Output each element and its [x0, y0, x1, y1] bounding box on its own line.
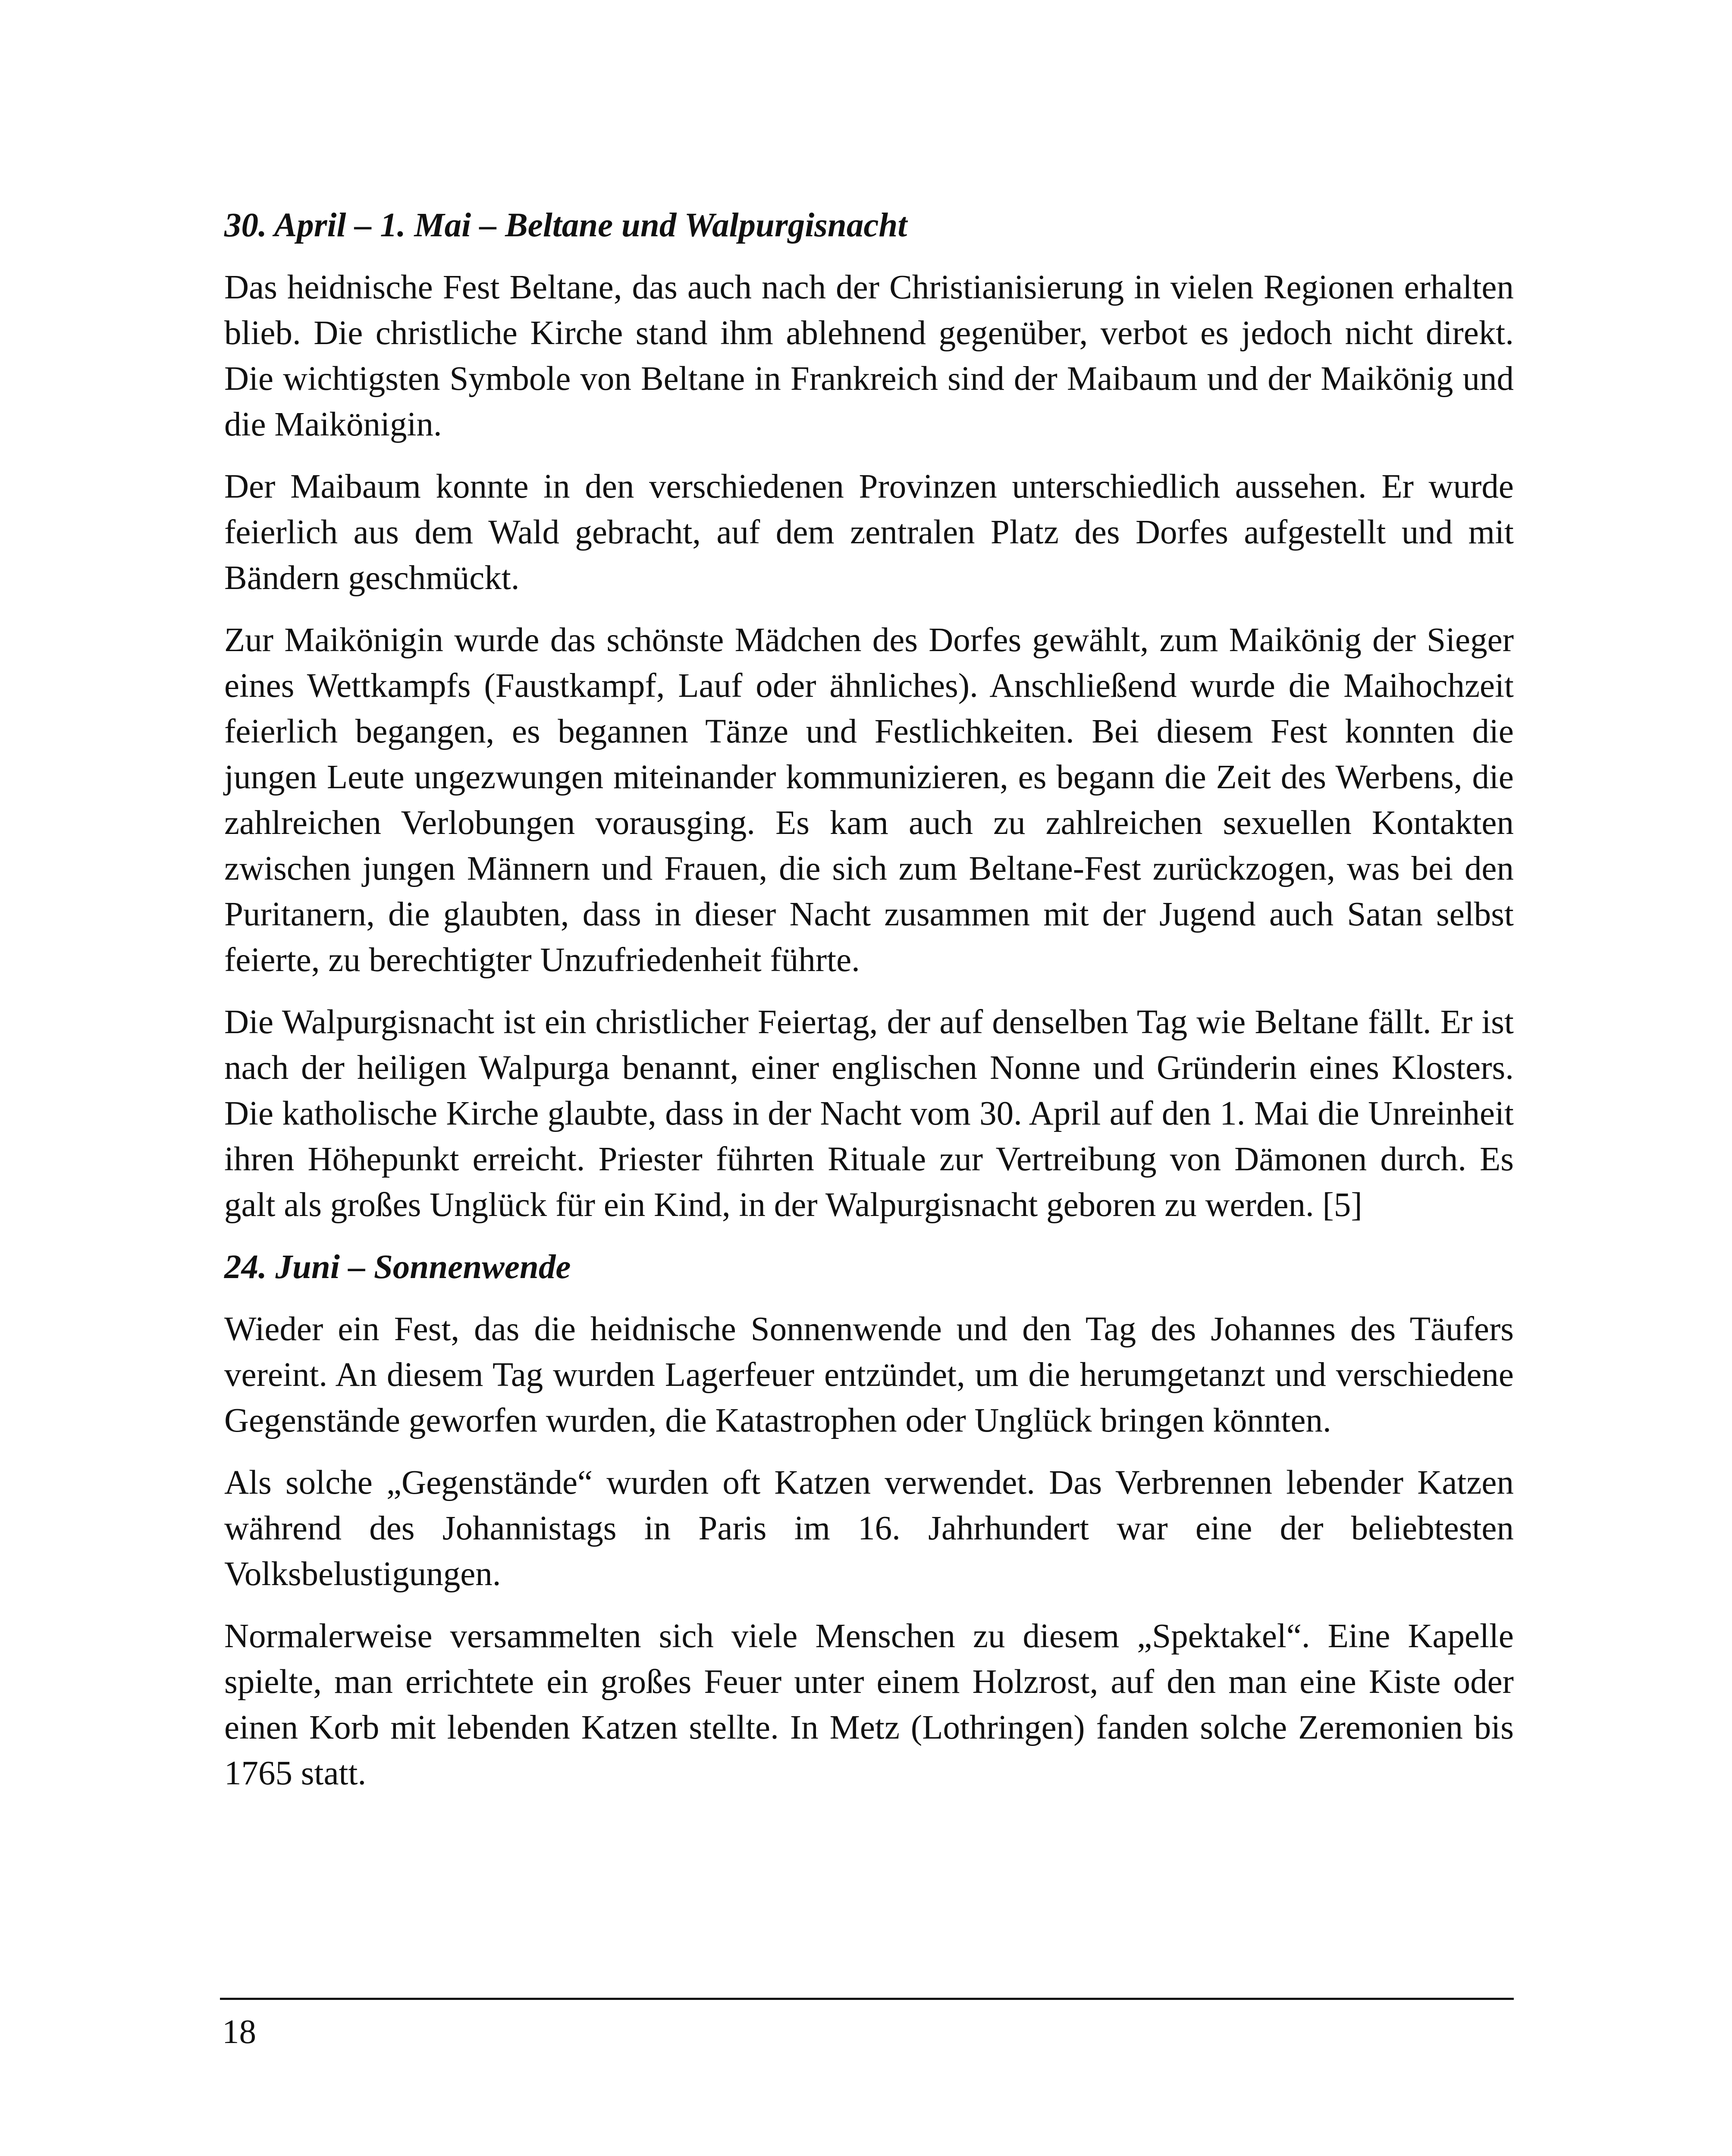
- section-heading: 30. April – 1. Mai – Beltane und Walpurgisnacht: [224, 207, 907, 244]
- footer-rule: [220, 1998, 1514, 2000]
- section-beltane: [224, 203, 1514, 1228]
- page-body: [224, 203, 1514, 1813]
- page-number: 18: [222, 2013, 256, 2051]
- paragraph: Die Walpurgisnacht ist ein christlicher Feiertag, der auf denselben Tag wie Beltane fällt. Er ist nach der heiligen Walpurga benannt, einer englischen Nonne und Gründerin eines Klosters. Die katholische Kirche glaubte, dass in der Nacht vom 30. April auf den 1. Mai die Unreinheit ihren Höhepunkt erreicht. Priester führten Rituale zur Vertreibung von Dämonen durch. Es galt als großes Unglück für ein Kind, in der Walpurgisnacht geboren zu werden. [5]: [224, 1003, 1514, 1224]
- paragraph: Zur Maikönigin wurde das schönste Mädchen des Dorfes gewählt, zum Maikönig der Sieger eines Wettkampfs (Faustkampf, Lauf oder ähnliches). Anschließend wurde die Maihochzeit feierlich begangen, es begannen Tänze und Festlichkeiten. Bei diesem Fest konnten die jungen Leute ungezwungen miteinander kommunizieren, es begann die Zeit des Werbens, die zahlreichen Verlobungen vorausging. Es kam auch zu zahlreichen sexuellen Kontakten zwischen jungen Männern und Frauen, die sich zum Beltane-Fest zurückzogen, was bei den Puritanern, die glaubten, dass in dieser Nacht zusammen mit der Jugend auch Satan selbst feierte, zu berechtigter Unzufriedenheit führte.: [224, 621, 1514, 979]
- section-heading: 24. Juni – Sonnenwende: [224, 1248, 571, 1286]
- section-sonnenwende: [224, 1244, 1514, 1796]
- paragraph: Als solche „Gegenstände“ wurden oft Katzen verwendet. Das Verbrennen lebender Katzen während des Johannistags in Paris im 16. Jahrhundert war eine der beliebtesten Volksbelustigungen.: [224, 1464, 1514, 1593]
- paragraph: Der Maibaum konnte in den verschiedenen Provinzen unterschiedlich aussehen. Er wurde feierlich aus dem Wald gebracht, auf dem zentralen Platz des Dorfes aufgestellt und mit Bändern geschmückt.: [224, 468, 1514, 597]
- paragraph: Normalerweise versammelten sich viele Menschen zu diesem „Spektakel“. Eine Kapelle spielte, man errichtete ein großes Feuer unter einem Holzrost, auf den man eine Kiste oder einen Korb mit lebenden Katzen stellte. In Metz (Lothringen) fanden solche Zeremonien bis 1765 statt.: [224, 1617, 1514, 1792]
- paragraph: Das heidnische Fest Beltane, das auch nach der Christianisierung in vielen Regionen erhalten blieb. Die christliche Kirche stand ihm ablehnend gegenüber, verbot es jedoch nicht direkt. Die wichtigsten Symbole von Beltane in Frankreich sind der Maibaum und der Maikönig und die Maikönigin.: [224, 269, 1514, 443]
- paragraph: Wieder ein Fest, das die heidnische Sonnenwende und den Tag des Johannes des Täufers vereint. An diesem Tag wurden Lagerfeuer entzündet, um die herumgetanzt und verschiedene Gegenstände geworfen wurden, die Katastrophen oder Unglück bringen könnten.: [224, 1310, 1514, 1439]
